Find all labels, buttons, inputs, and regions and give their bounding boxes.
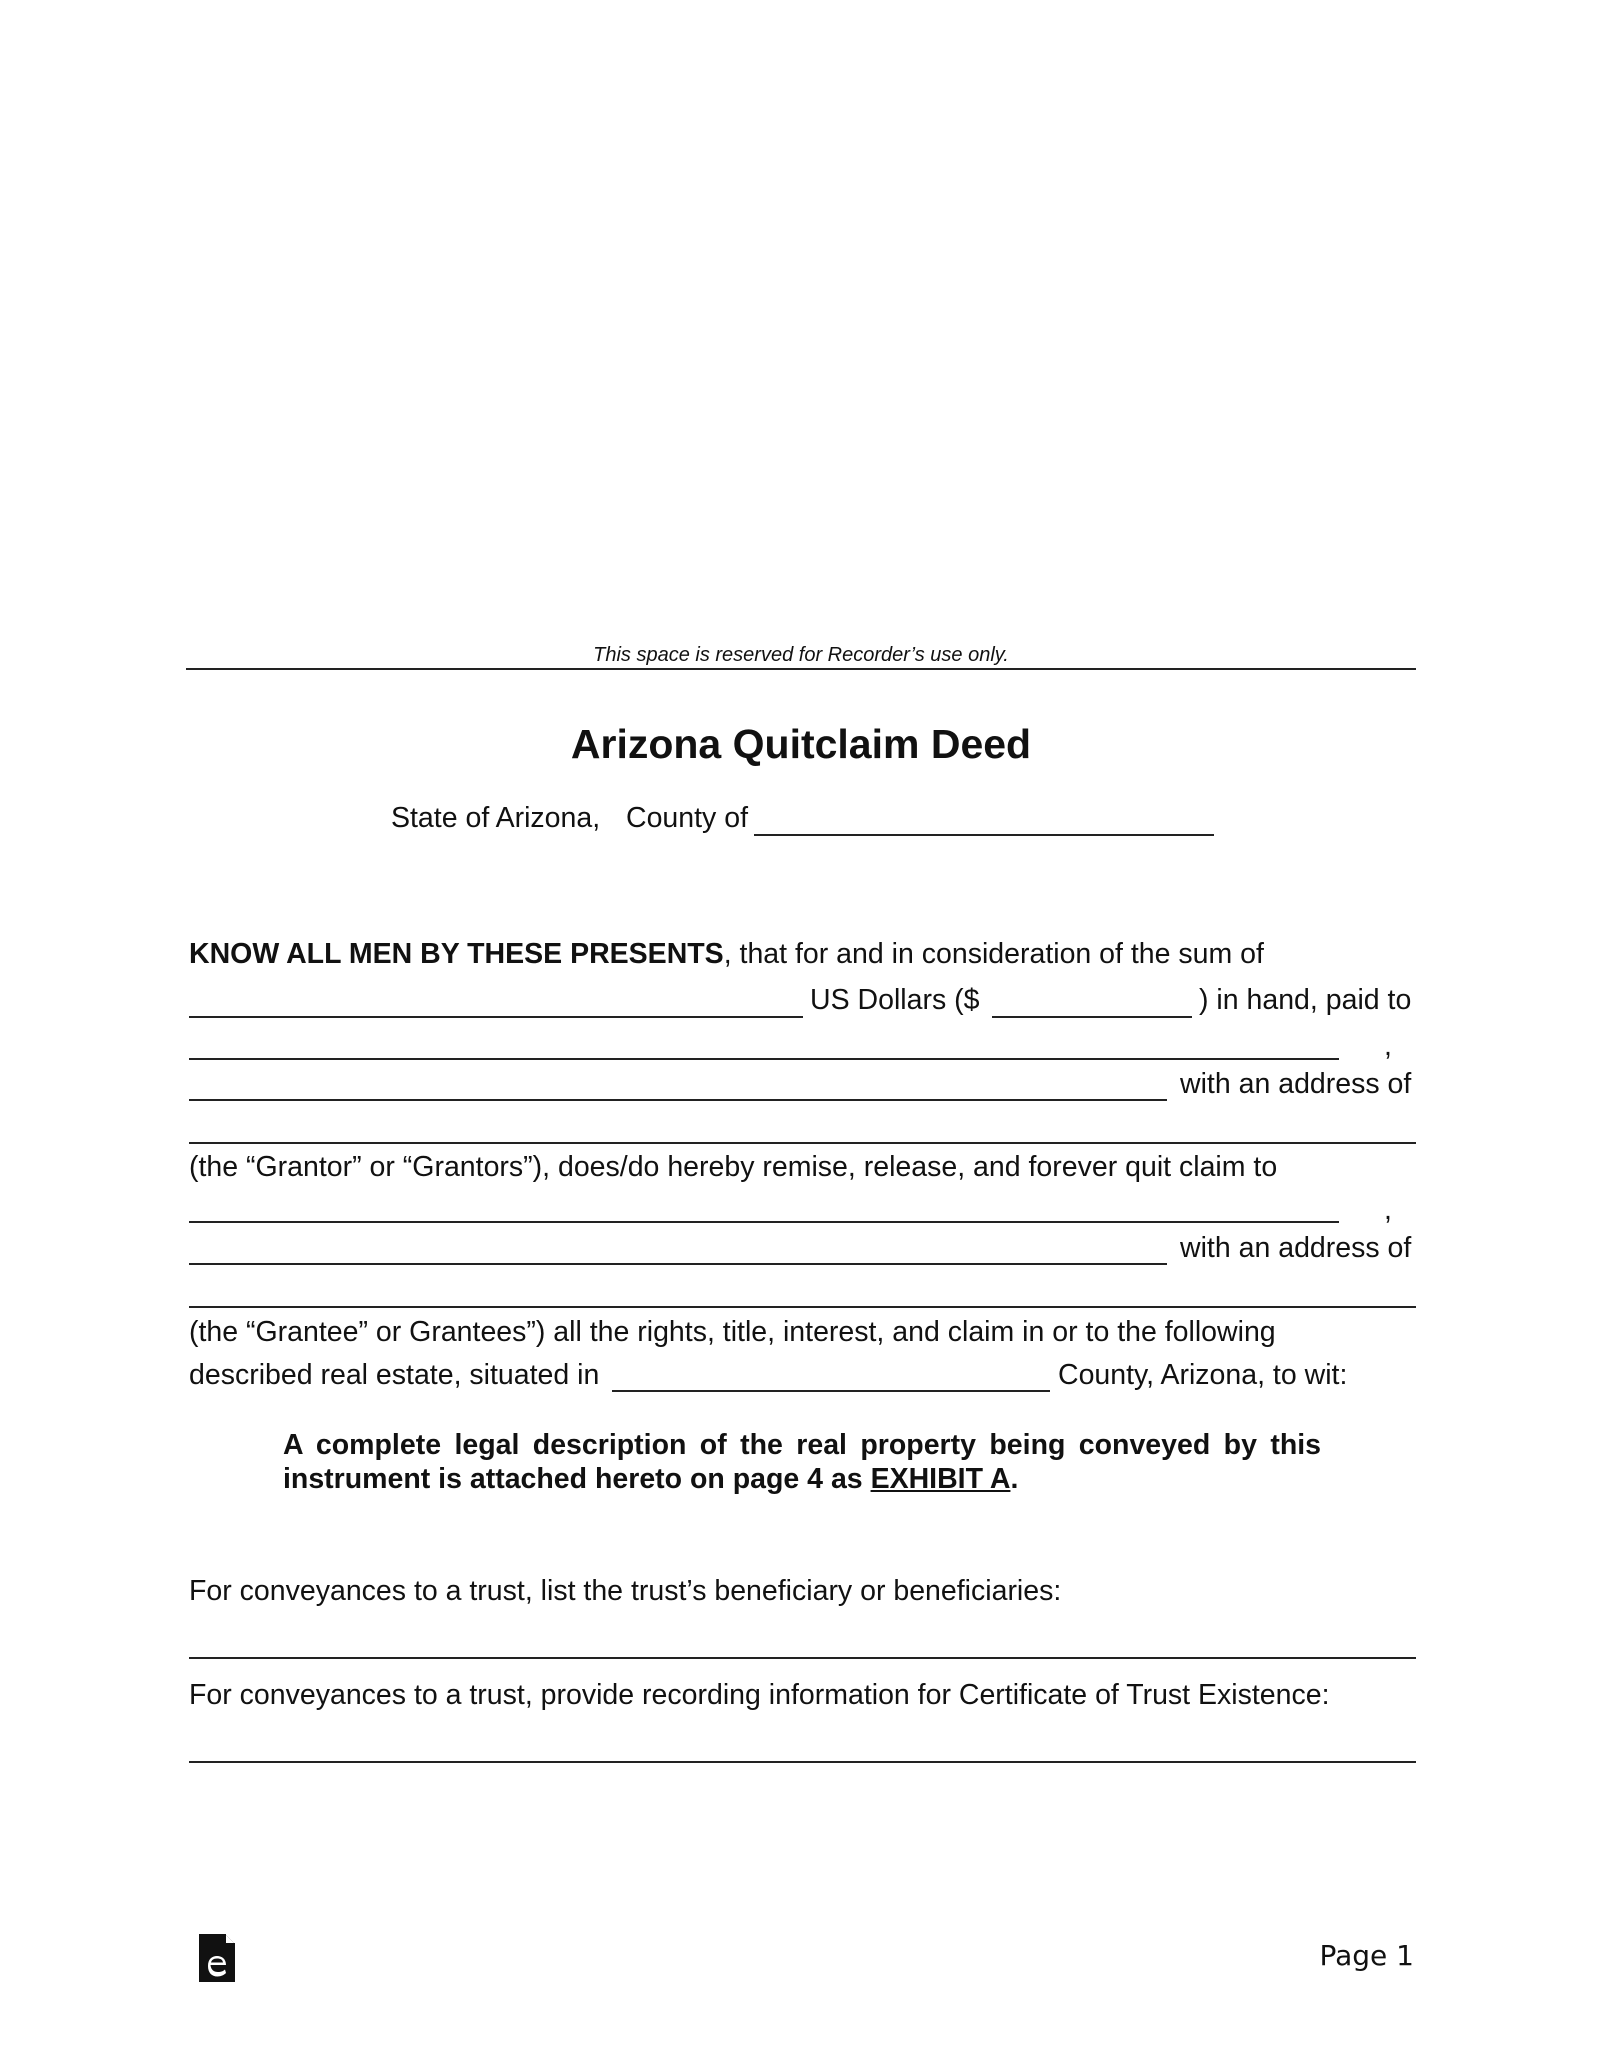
dollars-amount-field[interactable]	[992, 1016, 1192, 1018]
property-county-field[interactable]	[612, 1390, 1050, 1392]
know-all-rest: , that for and in consideration of the sum of	[723, 938, 1264, 970]
grantor-comma: ,	[1384, 1030, 1392, 1062]
trust-certificate-field[interactable]	[189, 1761, 1416, 1763]
county-field[interactable]	[754, 834, 1214, 836]
notice-text: A complete legal description of the real property being conveyed by this instrument is attached hereto on page 4 as	[283, 1429, 1321, 1495]
grantee-name-field[interactable]	[189, 1221, 1339, 1223]
grantee-address-field[interactable]	[189, 1306, 1416, 1308]
described-label: described real estate, situated in	[189, 1359, 600, 1391]
page-number: Page 1	[1319, 1939, 1414, 1972]
us-dollars-label: US Dollars ($	[810, 984, 980, 1016]
recorder-note: This space is reserved for Recorder’s use only.	[593, 644, 1009, 666]
grantor-clause: (the “Grantor” or “Grantors”), does/do hereby remise, release, and forever quit claim to	[189, 1151, 1278, 1183]
grantee-comma: ,	[1384, 1194, 1392, 1226]
grantor-name-field[interactable]	[189, 1058, 1339, 1060]
county-arizona-label: County, Arizona, to wit:	[1058, 1359, 1348, 1391]
eforms-logo-icon	[197, 1932, 237, 1984]
trust-beneficiaries-field[interactable]	[189, 1657, 1416, 1659]
grantor-address-label: with an address of	[1180, 1068, 1412, 1100]
grantee-address-label: with an address of	[1180, 1232, 1412, 1264]
trust-certificate-label: For conveyances to a trust, provide recording information for Certificate of Trust Existence:	[189, 1679, 1330, 1711]
page-title: Arizona Quitclaim Deed	[570, 721, 1032, 767]
grantee-name-field-2[interactable]	[189, 1263, 1167, 1265]
dollars-words-field[interactable]	[189, 1016, 803, 1018]
know-all-heading: KNOW ALL MEN BY THESE PRESENTS	[189, 938, 724, 970]
notice-period: .	[1010, 1463, 1019, 1495]
trust-beneficiaries-label: For conveyances to a trust, list the trust’s beneficiary or beneficiaries:	[189, 1575, 1062, 1607]
know-all-line	[189, 940, 1264, 969]
legal-description-notice	[283, 1428, 1321, 1496]
grantor-name-field-2[interactable]	[189, 1099, 1167, 1101]
recorder-divider	[186, 668, 1416, 670]
in-hand-label: ) in hand, paid to	[1199, 984, 1412, 1016]
grantee-clause: (the “Grantee” or Grantees”) all the rights, title, interest, and claim in or to the following	[189, 1316, 1276, 1348]
exhibit-a-reference: EXHIBIT A	[870, 1463, 1011, 1495]
county-label: County of	[626, 802, 748, 834]
state-label: State of Arizona,	[391, 802, 601, 834]
grantor-address-field[interactable]	[189, 1142, 1416, 1144]
